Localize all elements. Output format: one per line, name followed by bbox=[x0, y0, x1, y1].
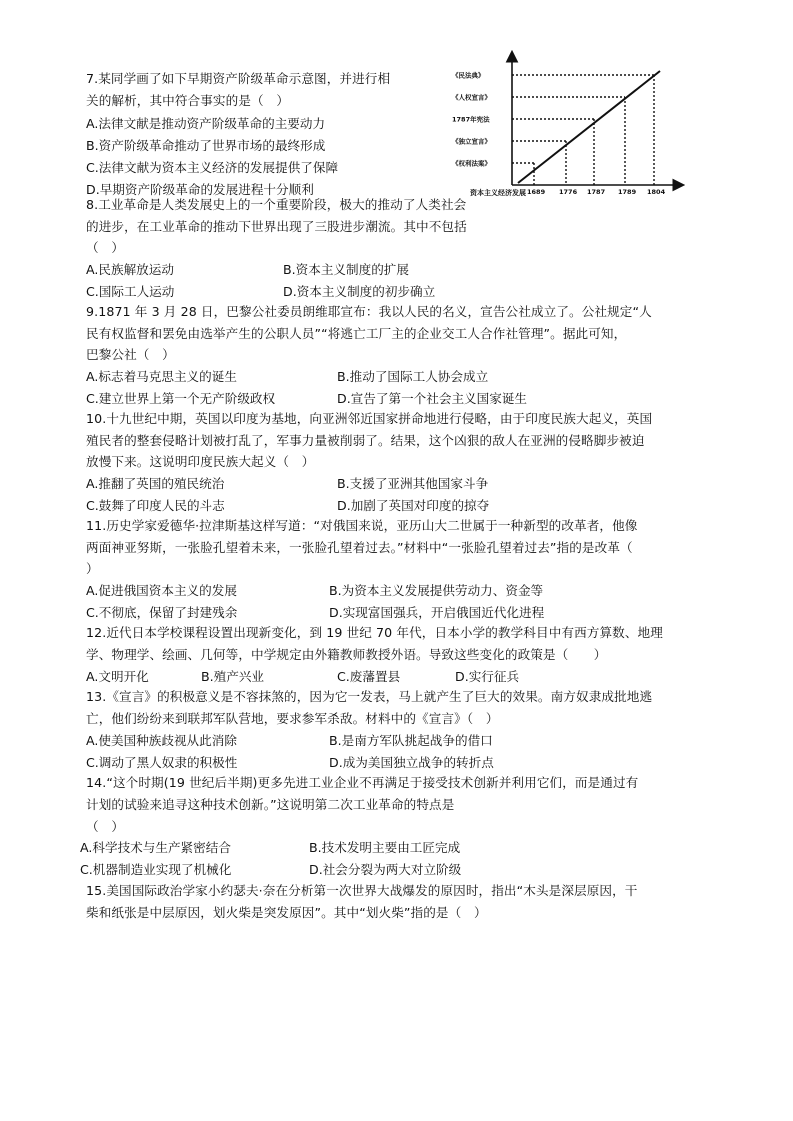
chart-y-tick-label: 《权利法案》 bbox=[452, 159, 491, 168]
q12-line-2: 学、物理学、绘画、几何等，中学规定由外籍教师教授外语。导致这些变化的政策是（ ） bbox=[86, 647, 607, 662]
q13-option-a: A.使美国种族歧视从此消除 bbox=[86, 733, 237, 748]
q10-line-3: 放慢下来。这说明印度民族大起义（ ） bbox=[86, 454, 315, 469]
q7-line-2: 关的解析，其中符合事实的是（ ） bbox=[86, 93, 290, 108]
q9-option-b: B.推动了国际工人协会成立 bbox=[337, 369, 489, 384]
chart-x-tick-label: 1776 bbox=[559, 188, 578, 196]
q8-line-1: 8.工业革命是人类发展史上的一个重要阶段，极大的推动了人类社会 bbox=[86, 197, 467, 212]
q12-option-c: C.废藩置县 bbox=[337, 669, 401, 684]
q14-option-c: C.机器制造业实现了机械化 bbox=[80, 862, 232, 877]
chart-x-tick-label: 1789 bbox=[618, 188, 637, 196]
q8-option-d: D.资本主义制度的初步确立 bbox=[283, 284, 436, 299]
q14-line-1: 14.“这个时期(19 世纪后半期)更多先进工业企业不再满足于接受技术创新并利用它们，而是通过有 bbox=[86, 775, 639, 790]
q12-option-a: A.文明开化 bbox=[86, 669, 149, 684]
q9-option-a: A.标志着马克思主义的诞生 bbox=[86, 369, 237, 384]
q7-option-a: A.法律文献是推动资产阶级革命的主要动力 bbox=[86, 116, 326, 131]
q8-line-2: 的进步，在工业革命的推动下世界出现了三股进步潮流。其中不包括 bbox=[86, 219, 467, 234]
q11-line-2: 两面神亚努斯，一张脸孔望着未来，一张脸孔望着过去。”材料中“一张脸孔望着过去”指的是改革（ bbox=[86, 540, 633, 555]
q10-line-2: 殖民者的整套侵略计划被打乱了，军事力量被削弱了。结果，这个凶狠的敌人在亚洲的侵略脚步被迫 bbox=[86, 433, 645, 448]
q14-line-3: （ ） bbox=[86, 819, 125, 834]
q7-option-d: D.早期资产阶级革命的发展进程十分顺利 bbox=[86, 182, 314, 197]
q8-option-b: B.资本主义制度的扩展 bbox=[283, 262, 409, 277]
chart-x-tick-label: 1689 bbox=[527, 188, 546, 196]
chart-y-tick-label: 《独立宣言》 bbox=[452, 137, 491, 146]
q14-option-b: B.技术发明主要由工匠完成 bbox=[309, 840, 461, 855]
q12-line-1: 12.近代日本学校课程设置出现新变化，到 19 世纪 70 年代，日本小学的教学科目中有西方算数、地理 bbox=[86, 625, 663, 640]
chart-x-tick-label: 1787 bbox=[587, 188, 606, 196]
q11-option-b: B.为资本主义发展提供劳动力、资金等 bbox=[329, 583, 544, 598]
q13-option-b: B.是南方军队挑起战争的借口 bbox=[329, 733, 493, 748]
q14-line-2: 计划的试验来追寻这种技术创新。”这说明第二次工业革命的特点是 bbox=[86, 797, 455, 812]
q15-line-2: 柴和纸张是中层原因，划火柴是突发原因”。其中“划火柴”指的是（ ） bbox=[86, 905, 487, 920]
revolution-chart bbox=[450, 47, 690, 197]
q13-option-c: C.调动了黑人奴隶的积极性 bbox=[86, 755, 238, 770]
q7-option-c: C.法律文献为资本主义经济的发展提供了保障 bbox=[86, 160, 339, 175]
q9-option-c: C.建立世界上第一个无产阶级政权 bbox=[86, 391, 276, 406]
q12-option-b: B.殖产兴业 bbox=[201, 669, 265, 684]
q7-option-b: B.资产阶级革命推动了世界市场的最终形成 bbox=[86, 138, 326, 153]
chart-x-tick-label: 1804 bbox=[647, 188, 666, 196]
q13-line-2: 亡，他们纷纷来到联邦军队营地，要求参军杀敌。材料中的《宣言》（ ） bbox=[86, 711, 499, 726]
q11-option-d: D.实现富国强兵，开启俄国近代化进程 bbox=[329, 605, 545, 620]
q11-option-c: C.不彻底，保留了封建残余 bbox=[86, 605, 238, 620]
q13-option-d: D.成为美国独立战争的转折点 bbox=[329, 755, 494, 770]
q9-option-d: D.宣告了第一个社会主义国家诞生 bbox=[337, 391, 528, 406]
q8-line-3: （ ） bbox=[86, 240, 125, 255]
q14-option-d: D.社会分裂为两大对立阶级 bbox=[309, 862, 462, 877]
chart-y-tick-label: 1787年宪法 bbox=[452, 115, 490, 124]
chart-x-axis-label: 资本主义经济发展 bbox=[470, 189, 526, 197]
q9-line-1: 9.1871 年 3 月 28 日，巴黎公社委员朗维耶宣布：我以人民的名义，宣告公社成立了。公社规定“人 bbox=[86, 304, 652, 319]
q11-option-a: A.促进俄国资本主义的发展 bbox=[86, 583, 237, 598]
q11-line-3: ） bbox=[86, 561, 99, 576]
q13-line-1: 13.《宣言》的积极意义是不容抹煞的，因为它一发表，马上就产生了巨大的效果。南方奴隶成批地逃 bbox=[86, 689, 653, 704]
q9-line-3: 巴黎公社（ ） bbox=[86, 347, 175, 362]
chart-y-tick-label: 《人权宣言》 bbox=[452, 93, 491, 102]
q10-option-c: C.鼓舞了印度人民的斗志 bbox=[86, 498, 225, 513]
q10-option-d: D.加剧了英国对印度的掠夺 bbox=[337, 498, 490, 513]
chart-trend-line bbox=[518, 71, 660, 183]
q10-line-1: 10.十九世纪中期，英国以印度为基地，向亚洲邻近国家拼命地进行侵略，由于印度民族大起义，英国 bbox=[86, 411, 653, 426]
q9-line-2: 民有权监督和罢免由选举产生的公职人员”“将逃亡工厂主的企业交工人合作社管理”。据此可知， bbox=[86, 326, 627, 341]
q8-option-c: C.国际工人运动 bbox=[86, 284, 175, 299]
q10-option-a: A.推翻了英国的殖民统治 bbox=[86, 476, 225, 491]
q10-option-b: B.支援了亚洲其他国家斗争 bbox=[337, 476, 489, 491]
q11-line-1: 11.历史学家爱德华·拉津斯基这样写道：“对俄国来说，亚历山大二世属于一种新型的改革者，他像 bbox=[86, 518, 638, 533]
q12-option-d: D.实行征兵 bbox=[455, 669, 520, 684]
q8-option-a: A.民族解放运动 bbox=[86, 262, 174, 277]
q14-option-a: A.科学技术与生产紧密结合 bbox=[80, 840, 231, 855]
q7-line-1: 7.某同学画了如下早期资产阶级革命示意图，并进行相 bbox=[86, 71, 391, 86]
q15-line-1: 15.美国国际政治学家小约瑟夫·奈在分析第一次世界大战爆发的原因时，指出“木头是深层原因，干 bbox=[86, 883, 638, 898]
chart-y-tick-label: 《民法典》 bbox=[452, 71, 485, 80]
